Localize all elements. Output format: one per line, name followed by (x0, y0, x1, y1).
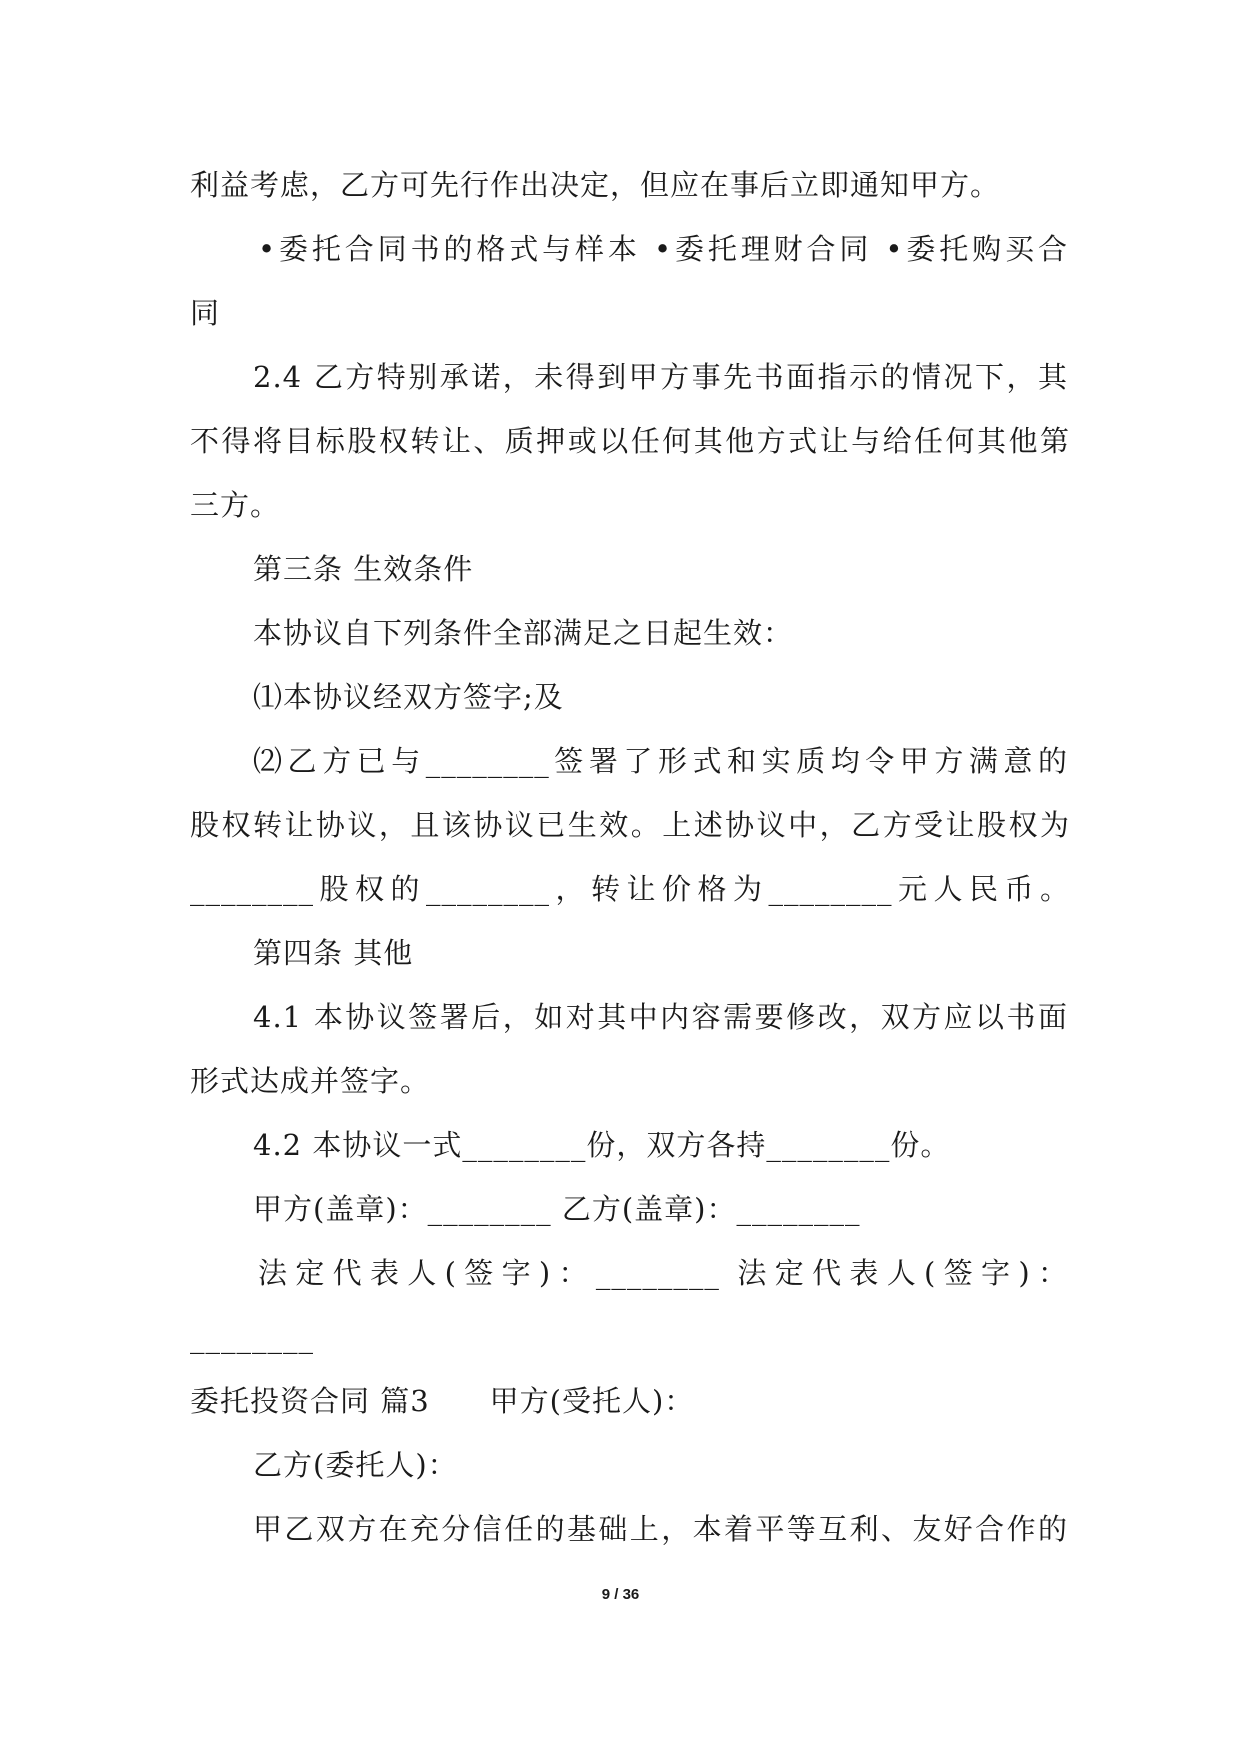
article-3-intro: 本协议自下列条件全部满足之日起生效： (253, 616, 794, 650)
article-4-heading: 第四条 其他 (253, 936, 414, 970)
condition-2-line-1: ⑵乙方已与________签署了形式和实质均令甲方满意的 (253, 744, 1068, 778)
clause-2-4-line-3: 三方。 (190, 488, 281, 522)
condition-2-line-3: ________股权的________，转让价格为________元人民币。 (190, 872, 1070, 906)
party-b-line: 乙方(委托人)： (253, 1448, 458, 1482)
signature-line: 法定代表人(签字)：________ 法定代表人(签字)： (258, 1256, 1068, 1290)
section-3-title: 委托投资合同 篇3 甲方(受托人)： (190, 1384, 695, 1418)
page-number: 9 / 36 (601, 1586, 640, 1603)
condition-1: ⑴本协议经双方签字;及 (253, 680, 564, 714)
intro-paragraph-line: 甲乙双方在充分信任的基础上，本着平等互利、友好合作的 (253, 1512, 1068, 1546)
condition-2-line-2: 股权转让协议，且该协议已生效。上述协议中，乙方受让股权为 (190, 808, 1070, 842)
article-3-heading: 第三条 生效条件 (253, 552, 474, 586)
related-links-line[interactable]: •委托合同书的格式与样本 •委托理财合同 •委托购买合 (258, 232, 1068, 266)
related-links-line-wrap[interactable]: 同 (190, 296, 221, 330)
paragraph-line-1: 利益考虑，乙方可先行作出决定，但应在事后立即通知甲方。 (190, 168, 1001, 202)
clause-4-1-line-2: 形式达成并签字。 (190, 1064, 431, 1098)
clause-2-4-line-2: 不得将目标股权转让、质押或以任何其他方式让与给任何其他第 (190, 424, 1070, 458)
seal-line: 甲方(盖章)：________ 乙方(盖章)：________ (253, 1192, 861, 1226)
signature-line-wrap: ________ (190, 1320, 314, 1354)
clause-4-2: 4.2 本协议一式________份，双方各持________份。 (253, 1128, 951, 1162)
clause-2-4-line-1: 2.4 乙方特别承诺，未得到甲方事先书面指示的情况下，其 (253, 360, 1068, 394)
clause-4-1-line-1: 4.1 本协议签署后，如对其中内容需要修改，双方应以书面 (253, 1000, 1068, 1034)
